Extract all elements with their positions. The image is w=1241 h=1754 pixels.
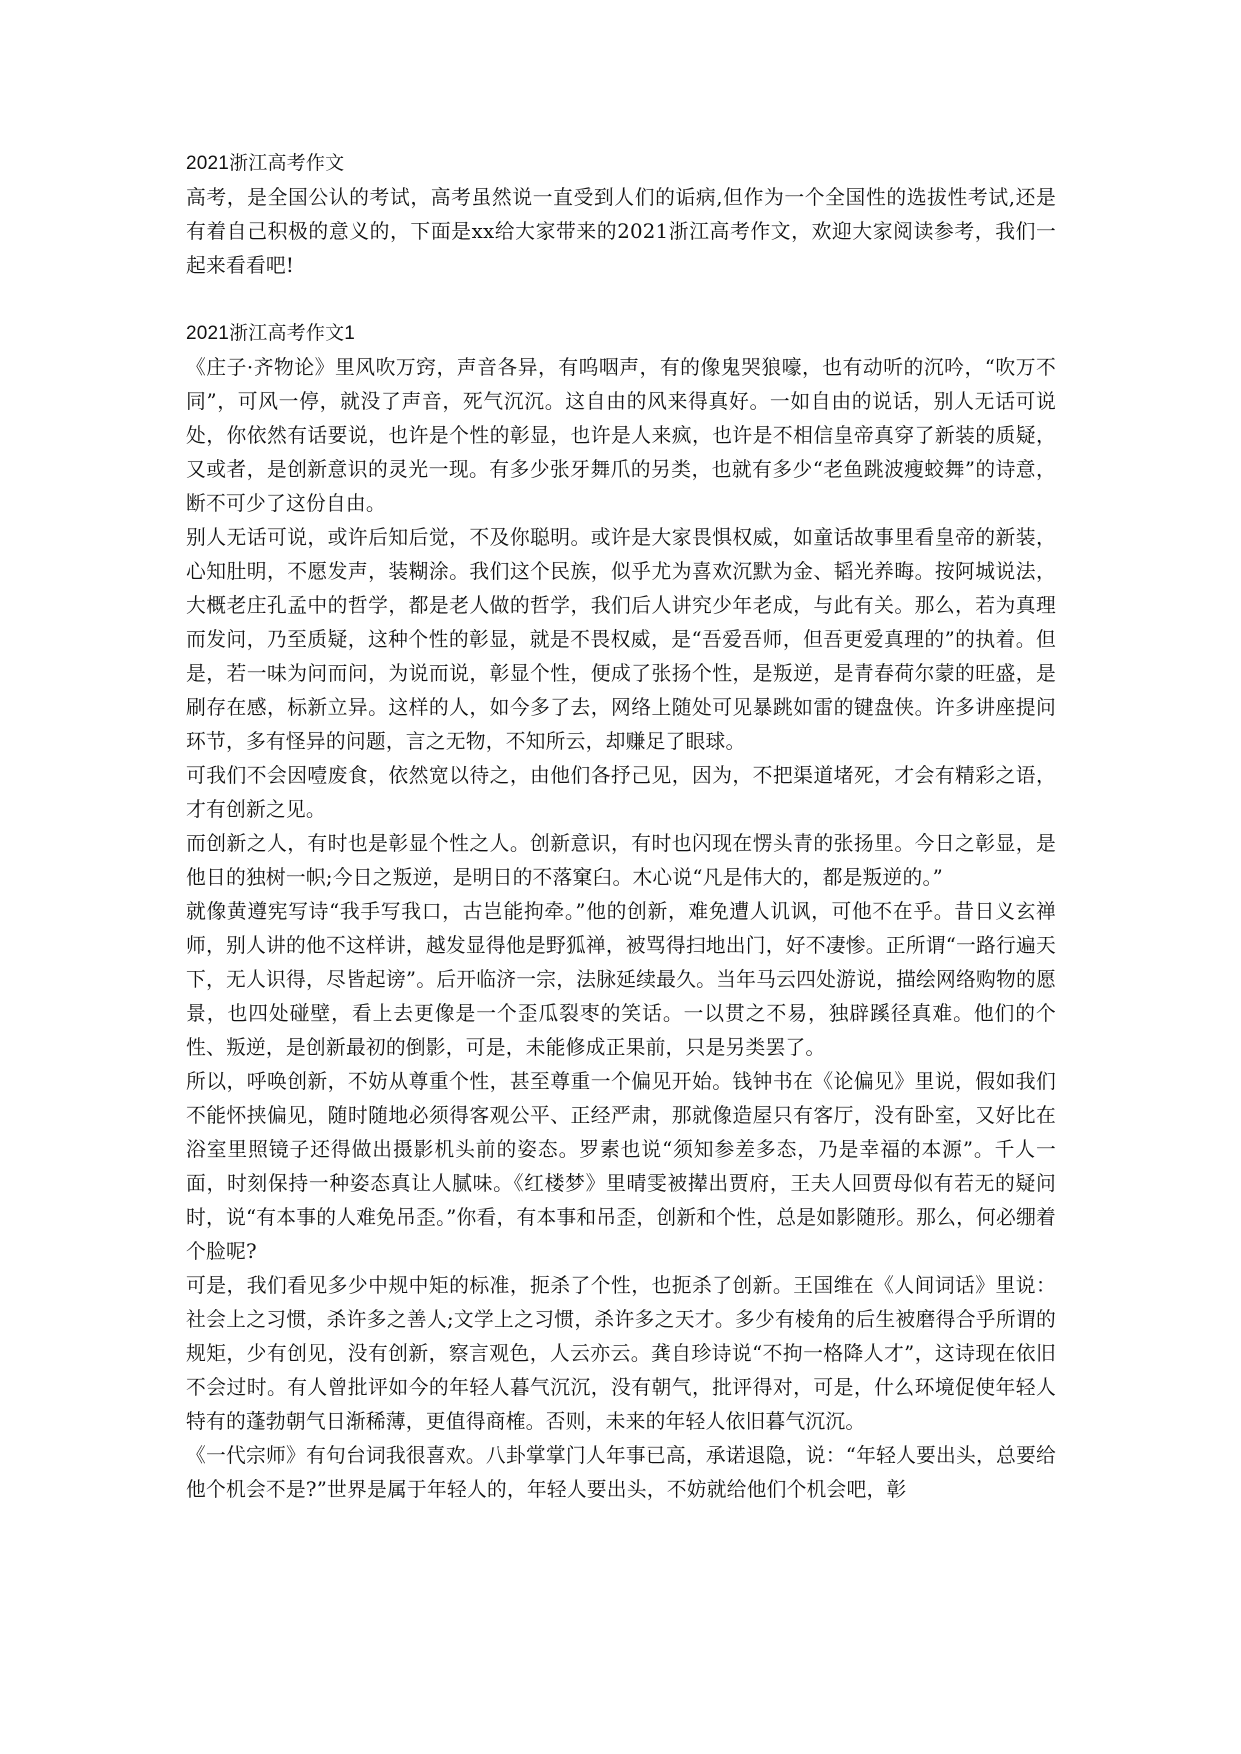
body-paragraph: 所以，呼唤创新，不妨从尊重个性，甚至尊重一个偏见开始。钱钟书在《论偏见》里说，假如我们不能怀挟偏见，随时随地必须得客观公平、正经严肃，那就像造屋只有客厅，没有卧室，又好比在浴室里照镜子还得做出摄影机头前的姿态。罗素也说“须知参差多态，乃是幸福的本源”。千人一面，时刻保持一种姿态真让人腻味。《红楼梦》里晴雯被撵出贾府，王夫人回贾母似有若无的疑问时，说“有本事的人难免吊歪。”你看，有本事和吊歪，创新和个性，总是如影随形。那么，何必绷着个脸呢? <box>186 1070 1056 1263</box>
body-paragraph: 而创新之人，有时也是彰显个性之人。创新意识，有时也闪现在愣头青的张扬里。今日之彰显，是他日的独树一帜;今日之叛逆，是明日的不落窠臼。木心说“凡是伟大的，都是叛逆的。” <box>186 832 1056 889</box>
body-paragraph: 《一代宗师》有句台词我很喜欢。八卦掌掌门人年事已高，承诺退隐，说：“年轻人要出头，总要给他个机会不是?”世界是属于年轻人的，年轻人要出头，不妨就给他们个机会吧，彰 <box>186 1444 1056 1501</box>
document-page <box>186 147 1056 1507</box>
body-paragraph: 就像黄遵宪写诗“我手写我口，古岂能拘牵。”他的创新，难免遭人讥讽，可他不在乎。昔日义玄禅师，别人讲的他不这样讲，越发显得他是野狐禅，被骂得扫地出门，好不凄惨。正所谓“一路行遍天下，无人识得，尽皆起谤”。后开临济一宗，法脉延续最久。当年马云四处游说，描绘网络购物的愿景，也四处碰壁，看上去更像是一个歪瓜裂枣的笑话。一以贯之不易，独辟蹊径真难。他们的个性、叛逆，是创新最初的倒影，可是，未能修成正果前，只是另类罢了。 <box>186 900 1056 1059</box>
section-title: 2021浙江高考作文1 <box>186 323 356 344</box>
paragraph-gap <box>186 283 1056 317</box>
body-paragraph: 别人无话可说，或许后知后觉，不及你聪明。或许是大家畏惧权威，如童话故事里看皇帝的新装，心知肚明，不愿发声，装糊涂。我们这个民族，似乎尤为喜欢沉默为金、韬光养晦。按阿城说法，大概老庄孔孟中的哲学，都是老人做的哲学，我们后人讲究少年老成，与此有关。那么，若为真理而发问，乃至质疑，这种个性的彰显，就是不畏权威，是“吾爱吾师，但吾更爱真理的”的执着。但是，若一味为问而问，为说而说，彰显个性，便成了张扬个性，是叛逆，是青春荷尔蒙的旺盛，是刷存在感，标新立异。这样的人，如今多了去，网络上随处可见暴跳如雷的键盘侠。许多讲座提问环节，多有怪异的问题，言之无物，不知所云，却赚足了眼球。 <box>186 526 1056 753</box>
body-paragraph: 可是，我们看见多少中规中矩的标准，扼杀了个性，也扼杀了创新。王国维在《人间词话》里说：社会上之习惯，杀许多之善人;文学上之习惯，杀许多之天才。多少有棱角的后生被磨得合乎所谓的规矩，少有创见，没有创新，察言观色，人云亦云。龚自珍诗说“不拘一格降人才”，这诗现在依旧不会过时。有人曾批评如今的年轻人暮气沉沉，没有朝气，批评得对，可是，什么环境促使年轻人特有的蓬勃朝气日渐稀薄，更值得商榷。否则，未来的年轻人依旧暮气沉沉。 <box>186 1274 1056 1433</box>
body-paragraph: 《庄子·齐物论》里风吹万窍，声音各异，有呜咽声，有的像鬼哭狼嚎，也有动听的沉吟，“吹万不同”，可风一停，就没了声音，死气沉沉。这自由的风来得真好。一如自由的说话，别人无话可说处，你依然有话要说，也许是个性的彰显，也许是人来疯，也许是不相信皇帝真穿了新装的质疑，又或者，是创新意识的灵光一现。有多少张牙舞爪的另类，也就有多少“老鱼跳波瘦蛟舞”的诗意，断不可少了这份自由。 <box>186 356 1056 515</box>
intro-paragraph: 高考，是全国公认的考试，高考虽然说一直受到人们的诟病,但作为一个全国性的选拔性考试,还是有着自己积极的意义的，下面是xx给大家带来的2021浙江高考作文，欢迎大家阅读参考，我们一起来看看吧! <box>186 186 1056 277</box>
document-title: 2021浙江高考作文 <box>186 153 345 174</box>
body-paragraph: 可我们不会因噎废食，依然宽以待之，由他们各抒己见，因为，不把渠道堵死，才会有精彩之语，才有创新之见。 <box>186 764 1056 821</box>
